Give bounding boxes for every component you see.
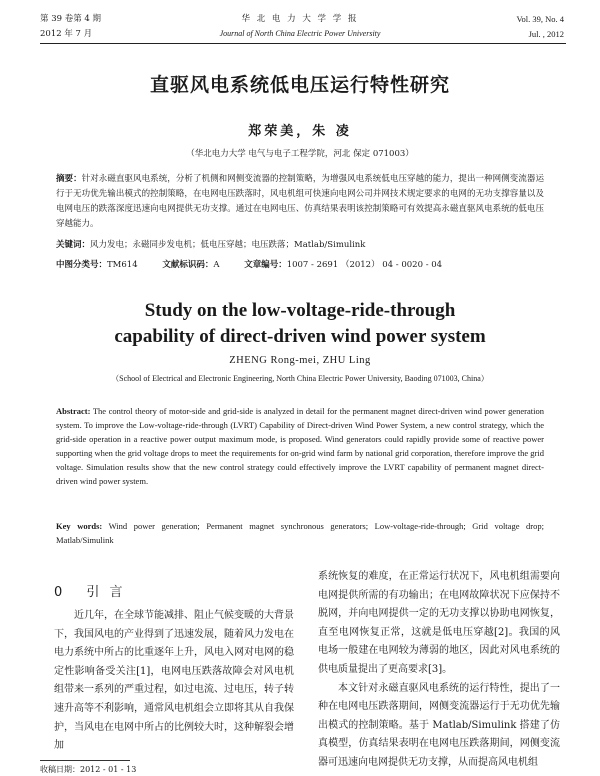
header-date-cn: 2012 年 7 月 xyxy=(40,29,93,39)
keywords-en-label: Key words: xyxy=(56,521,103,531)
keywords-en-text: Wind power generation; Permanent magnet synchronous generators; Low-voltage-ride-through; Grid voltage drop; Matlab/Simulink xyxy=(56,521,544,545)
intro-paragraph-1-cont: 系统恢复的难度，在正常运行状况下，风电机组需要向电网提供所需的有功输出；在电网故障状况下应保持不脱网，并向电网提供一定的无功支撑以协助电网恢复，直至电网恢复正常，这就是低电压穿越[2]。我国的风电场一般建在电网较为薄弱的地区，因此对风电系统的供电质量提出了更高要求[3]。 xyxy=(318,571,560,675)
body-column-left xyxy=(54,607,294,756)
keywords-cn-text: 风力发电；永磁同步发电机；低电压穿越；电压跌落；Matlab/Simulink xyxy=(90,240,366,250)
header-rule xyxy=(40,43,566,44)
keywords-cn xyxy=(56,238,544,253)
affiliation-en: （School of Electrical and Electronic Engineering, North China Electric Power University, Baoding 071003, China） xyxy=(111,374,489,383)
article-number-value: 1007 - 2691 （2012） 04 - 0020 - 04 xyxy=(286,260,443,270)
header-date-en: Jul. , 2012 xyxy=(528,29,564,39)
keywords-en xyxy=(56,519,544,547)
intro-paragraph-1: 近几年，在全球节能减排、阻止气候变暖的大背景下，我国风电的产业得到了迅速发展，随着风力发电在电力系统中所占的比重逐年上升，风电入网对电网的稳定性影响备受关注[1]，电网电压跌落故障会对风电机组带来一系列的严重过程，如过电流、过电压，转子转速升高等不利影响，通常风电机组会立即将其从自我保护，当风电在电网中所占的比例较大时，这种解裂会增加 xyxy=(54,610,294,752)
clc-label: 中图分类号： xyxy=(56,260,108,270)
intro-paragraph-2: 本文针对永磁直驱风电系统的运行特性，提出了一种在电网电压跌落期间，网侧变流器运行于无功优先输出模式的控制策略。基于 Matlab/Simulink 搭建了仿真模型，仿真结果表明在电网电压跌落期间，网侧变流器可迅速向电网提供无功支撑，从而提高风电机组 xyxy=(318,682,560,768)
abstract-en xyxy=(56,404,544,488)
header-journal-en: Journal of North China Electric Power University xyxy=(219,29,381,38)
abstract-en-label: Abstract: xyxy=(56,406,91,416)
footnote-received-date: 收稿日期：2012 - 01 - 13 xyxy=(40,765,137,774)
authors-en: ZHENG Rong-mei, ZHU Ling xyxy=(229,355,371,366)
header-volume-cn: 第 39 卷第 4 期 xyxy=(40,14,102,24)
doc-code-value: A xyxy=(213,260,220,270)
abstract-cn xyxy=(56,172,544,232)
title-en-line1: Study on the low-voltage-ride-through xyxy=(144,300,456,321)
footnote-rule xyxy=(40,760,130,761)
header-volume-en: Vol. 39, No. 4 xyxy=(516,14,564,24)
title-en-line2: capability of direct-driven wind power system xyxy=(114,326,486,347)
title-cn: 直驱风电系统低电压运行特性研究 xyxy=(149,74,450,96)
body-column-right xyxy=(318,568,560,773)
clc-value: TM614 xyxy=(107,260,138,270)
authors-cn: 郑荣美，朱 凌 xyxy=(248,124,352,139)
abstract-cn-text: 针对永磁直驱风电系统，分析了机侧和网侧变流器的控制策略，为增强风电系统低电压穿越的能力，提出一种网侧变流器运行于无功优先输出模式的控制策略，在电网电压跌落时，风电机组可快速向电网公司并网技术规定要求的电网的无功支撑容量以及电网电压的跌落深度迅速向电网提供无功支撑。通过在电网电压、仿真结果表明该控制策略可有效提高永磁直驱风电系统的低电压穿越能力。 xyxy=(56,174,544,229)
keywords-cn-label: 关键词： xyxy=(56,240,91,250)
abstract-cn-label: 摘要： xyxy=(56,174,82,184)
section-heading xyxy=(54,581,126,600)
abstract-en-text: The control theory of motor-side and grid-side is analyzed in detail for the permanent magnet direct-driven wind power generation system. To improve the Low-voltage-ride-through (LVRT) Capability of Direct-driven Wind Power System, a new control strategy, which the grid-side operation in a reactive power output maximum mode, is proposed. Wind generators could rapidly provide some of reactive power supporting when the grid voltage drops to meet the requirements for on-grid wind farm by national grid corporation, therefore improve the grid voltage. Simulation results show that the new control strategy could effectively improve the LVRT capability of permanent magnet direct-driven wind power system. xyxy=(56,406,544,486)
classification-meta xyxy=(56,258,556,270)
affiliation-cn: （华北电力大学 电气与电子工程学院，河北 保定 071003） xyxy=(186,149,414,159)
header-journal-cn: 华 北 电 力 大 学 学 报 xyxy=(241,14,359,24)
section-number: 0 xyxy=(54,585,66,600)
doc-code-label: 文献标识码： xyxy=(162,260,214,270)
article-number-label: 文章编号： xyxy=(244,260,287,270)
section-title: 引 言 xyxy=(86,585,126,600)
